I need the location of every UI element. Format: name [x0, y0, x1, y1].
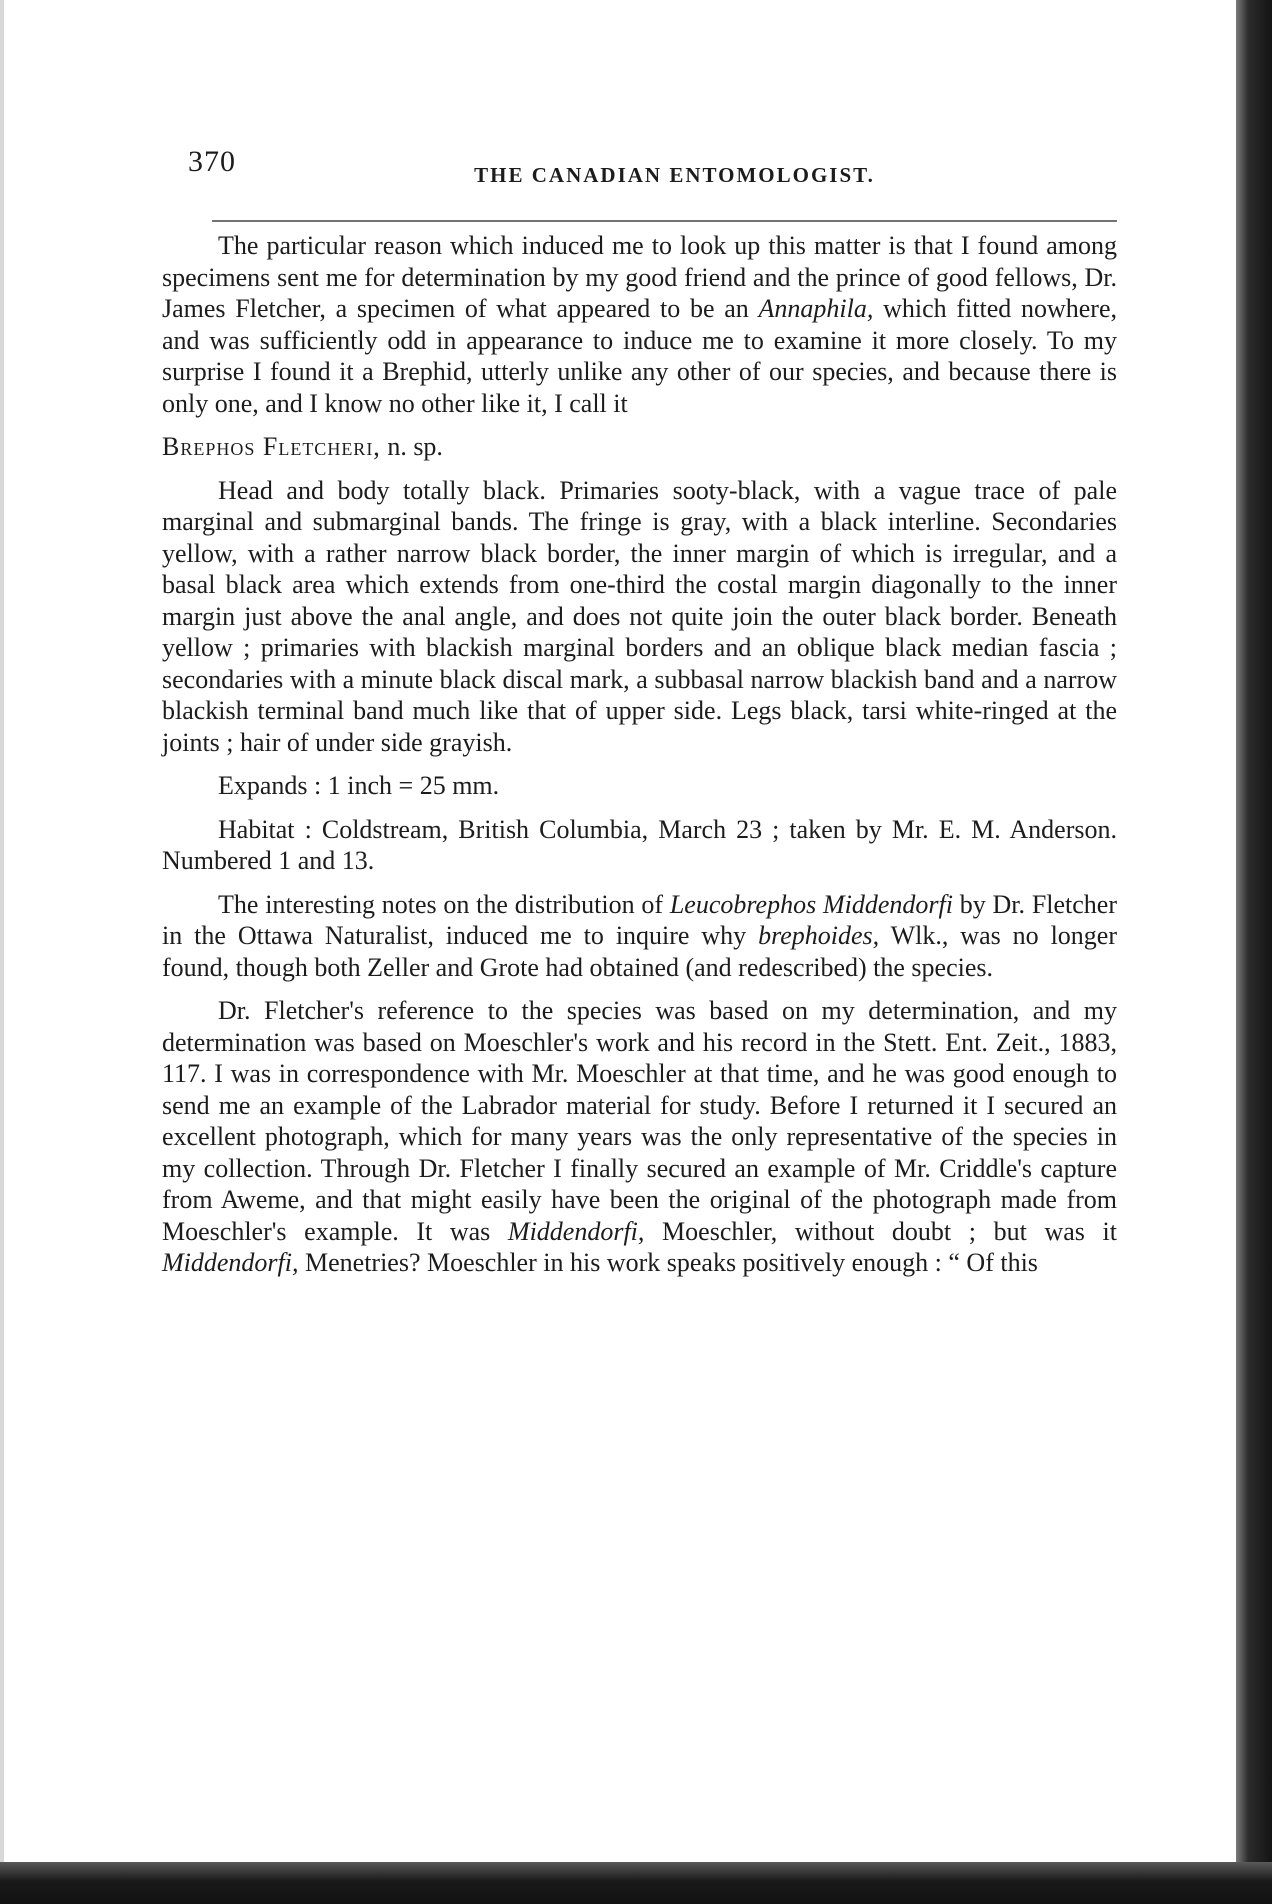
paragraph-reference [162, 995, 1117, 1279]
paragraph-text: Menetries? Moeschler in his work speaks positively enough : “ Of this [298, 1248, 1038, 1277]
scan-left-edge [0, 0, 4, 1904]
paragraph-text: Moeschler, without doubt ; but was it [644, 1216, 1117, 1246]
italic-species: Leucobrephos Middendorfi [669, 889, 953, 919]
paragraph-intro [162, 230, 1117, 419]
italic-species: Middendorfi, [162, 1248, 299, 1277]
paragraph-text: which fitted nowhere, and was sufficiently odd in appearance to induce me to examine it more closely. To my surprise I found it a Brephid, utterly unlike any other of our species, and because there is only one, and I know no other like it, I call it [162, 294, 1117, 418]
italic-species: brephoides, [758, 921, 880, 950]
paragraph-text: Dr. Fletcher's reference to the species was based on my determination, and my determination was based on Moeschler's work and his record in the Stett. Ent. Zeit., 1883, 117. I was in correspondence with Mr. Moeschler at that time, and he was good enough to send me an example of the Labrador material for study. Before I returned it I secured an excellent photograph, which for many years was the only representative of the species in my collection. Through Dr. Fletcher I finally secured an example of Mr. Criddle's capture from Aweme, and that might easily have been the original of the photograph made from Moeschler's example. It was [162, 996, 1117, 1246]
paragraph-text: The interesting notes on the distribution of [218, 889, 670, 919]
italic-genus: Annaphila, [758, 294, 874, 323]
paragraph-description: Head and body totally black. Primaries sooty-black, with a vague trace of pale marginal and submarginal bands. The fringe is gray, with a black interline. Secondaries yellow, with a rather narrow black border, the inner margin of which is irregular, and a basal black area which extends from one-third the costal margin diagonally to the inner margin just above the anal angle, and does not quite join the outer black border. Beneath yellow ; primaries with blackish marginal borders and an oblique black median fascia ; secondaries with a minute black discal mark, a subbasal narrow blackish band and a narrow blackish terminal band much like that of upper side. Legs black, tarsi white-ringed at the joints ; hair of under side grayish. [162, 475, 1117, 757]
page-number: 370 [188, 145, 236, 178]
paragraph-text: The particular reason which induced me to look up this matter is that I found among specimens sent me for determination by my good friend and the prince of good fellows, Dr. James Fletcher, a specimen of what appeared to be an [162, 231, 1117, 323]
paragraph-text: by Dr. Fletcher in the Ottawa Naturalist, induced me to inquire why [162, 889, 1117, 950]
paragraph-distribution [162, 889, 1117, 984]
paragraph-habitat: Habitat : Coldstream, British Columbia, March 23 ; taken by Mr. E. M. Anderson. Numbered 1 and 13. [162, 814, 1117, 875]
paragraph-expands: Expands : 1 inch = 25 mm. [218, 771, 500, 800]
species-tag: n. sp. [380, 432, 443, 461]
page-body [162, 230, 1117, 1291]
running-head [162, 135, 1117, 195]
header-rule [212, 220, 1117, 222]
book-page [162, 135, 1118, 1277]
scan-bottom-border [0, 1862, 1272, 1904]
paragraph-text: Wlk., was no longer found, though both Zeller and Grote had obtained (and redescribed) the species. [162, 921, 1118, 982]
species-name: Brephos Fletcheri, [162, 432, 381, 461]
italic-species: Middendorfi, [507, 1216, 645, 1246]
scan-right-border [1236, 0, 1272, 1904]
journal-title: THE CANADIAN ENTOMOLOGIST. [474, 163, 875, 187]
species-heading [162, 431, 1117, 463]
